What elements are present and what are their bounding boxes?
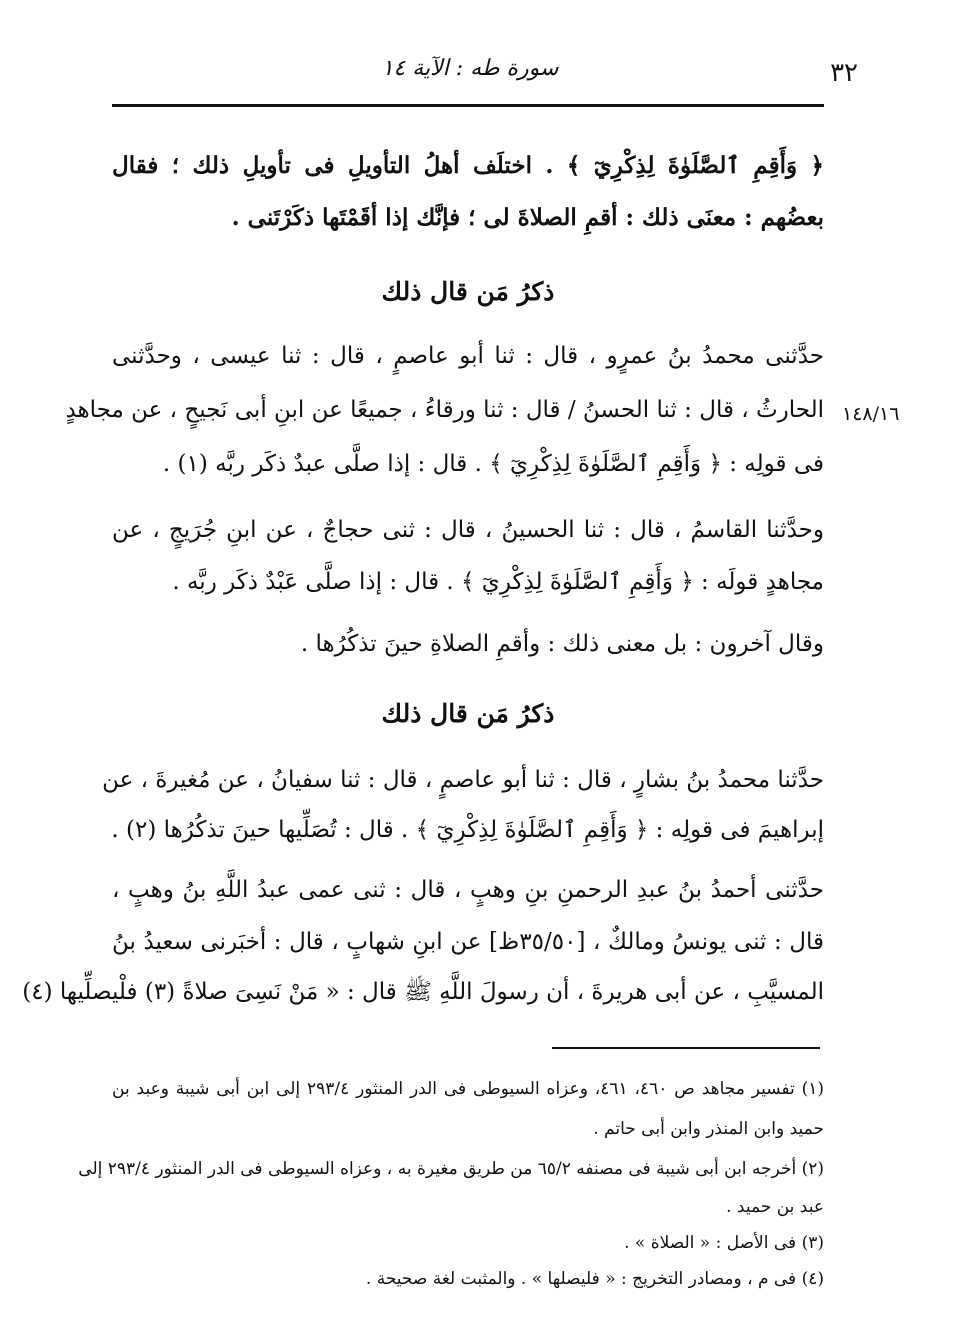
paragraph-5-line-2: إبراهيمَ فى قولِه : ﴿ وَأَقِمِ ٱلصَّلَوٰةَ لِذِكْرِيٓ ﴾ . قال : تُصَلِّيها حينَ تذكُرُها (٢) . <box>111 817 824 843</box>
paragraph-4-line-1: وقال آخرون : بل معنى ذلك : وأقمِ الصلاةِ حينَ تذكُرُها . <box>300 631 824 657</box>
paragraph-6-line-3: المسيَّبِ ، عن أبى هريرةَ ، أن رسولَ اللَّهِ ﷺ قال : « مَنْ نَسِىَ صلاةً (٣) فلْيصلِّيها (٤) <box>22 979 824 1005</box>
section-heading-1: ذكرُ مَن قال ذلك <box>381 277 555 306</box>
footnote-4: (٤) فى م ، ومصادر التخريج : « فليصلها » . والمثبت لغة صحيحة . <box>365 1269 824 1289</box>
header-rule <box>112 104 824 107</box>
section-heading-2: ذكرُ مَن قال ذلك <box>381 699 555 728</box>
paragraph-5-line-1: حدَّثنا محمدُ بنُ بشارٍ ، قال : ثنا أبو عاصمٍ ، قال : ثنا سفيانُ ، عن مُغيرةَ ، عن <box>102 767 824 793</box>
paragraph-6-line-1: حدَّثنى أحمدُ بنُ عبدِ الرحمنِ بنِ وهبٍ ، قال : ثنى عمى عبدُ اللَّهِ بنُ وهبٍ ، <box>112 877 824 903</box>
running-header-title: سورة طه : الآية ١٤ <box>381 56 559 81</box>
paragraph-6-line-2: قال : ثنى يونسُ ومالكٌ ، [٣٥/٥٠ظ] عن ابنِ شهابٍ ، قال : أخبَرنى سعيدُ بنُ <box>112 929 824 955</box>
paragraph-1-line-2: بعضُهم : معنَى ذلك : أقمِ الصلاةَ لى ؛ فإنَّك إذا أقَمْتَها ذكَرْتَنى . <box>231 204 824 231</box>
footnote-3: (٣) فى الأصل : « الصلاة » . <box>624 1233 824 1253</box>
footnote-2-line-1: (٢) أخرجه ابن أبى شيبة فى مصنفه ٦٥/٢ من طريق مغيرة به ، وعزاه السيوطى فى الدر المنثور ٢٩٣/٤ إلى <box>78 1159 824 1179</box>
page-number: ٣٢ <box>830 58 858 88</box>
paragraph-2-line-3: فى قولِه : ﴿ وَأَقِمِ ٱلصَّلَوٰةَ لِذِكْرِيٓ ﴾ . قال : إذا صلَّى عبدٌ ذكَر ربَّه (١) . <box>162 451 824 477</box>
paragraph-3-line-2: مجاهدٍ قولَه : ﴿ وَأَقِمِ ٱلصَّلَوٰةَ لِذِكْرِيٓ ﴾ . قال : إذا صلَّى عَبْدٌ ذكَر ربَّه . <box>172 569 824 595</box>
footnote-2-line-2: عبد بن حميد . <box>726 1197 824 1217</box>
footnote-1-line-1: (١) تفسير مجاهد ص ٤٦٠، ٤٦١، وعزاه السيوطى فى الدر المنثور ٢٩٣/٤ إلى ابن أبى شيبة وعبد بن <box>112 1079 824 1099</box>
paragraph-2-line-1: حدَّثنى محمدُ بنُ عمرٍو ، قال : ثنا أبو عاصمٍ ، قال : ثنا عيسى ، وحدَّثنى <box>112 343 824 369</box>
paragraph-1-line-1: ﴿ وَأَقِمِ ٱلصَّلَوٰةَ لِذِكْرِيٓ ﴾ . اختلَف أهلُ التأويلِ فى تأويلِ ذلك ؛ فقال <box>112 152 824 179</box>
footnote-separator <box>552 1047 820 1049</box>
paragraph-2-line-2: الحارثُ ، قال : ثنا الحسنُ / قال : ثنا ورقاءُ ، جميعًا عن ابنِ أبى نَجيحٍ ، عن مجاهدٍ <box>65 397 824 423</box>
footnote-1-line-2: حميد وابن المنذر وابن أبى حاتم . <box>593 1119 824 1139</box>
paragraph-3-line-1: وحدَّثنا القاسمُ ، قال : ثنا الحسينُ ، قال : ثنى حجاجٌ ، عن ابنِ جُرَيجٍ ، عن <box>112 517 824 543</box>
margin-volume-page-ref: ١٤٨/١٦ <box>842 403 900 425</box>
